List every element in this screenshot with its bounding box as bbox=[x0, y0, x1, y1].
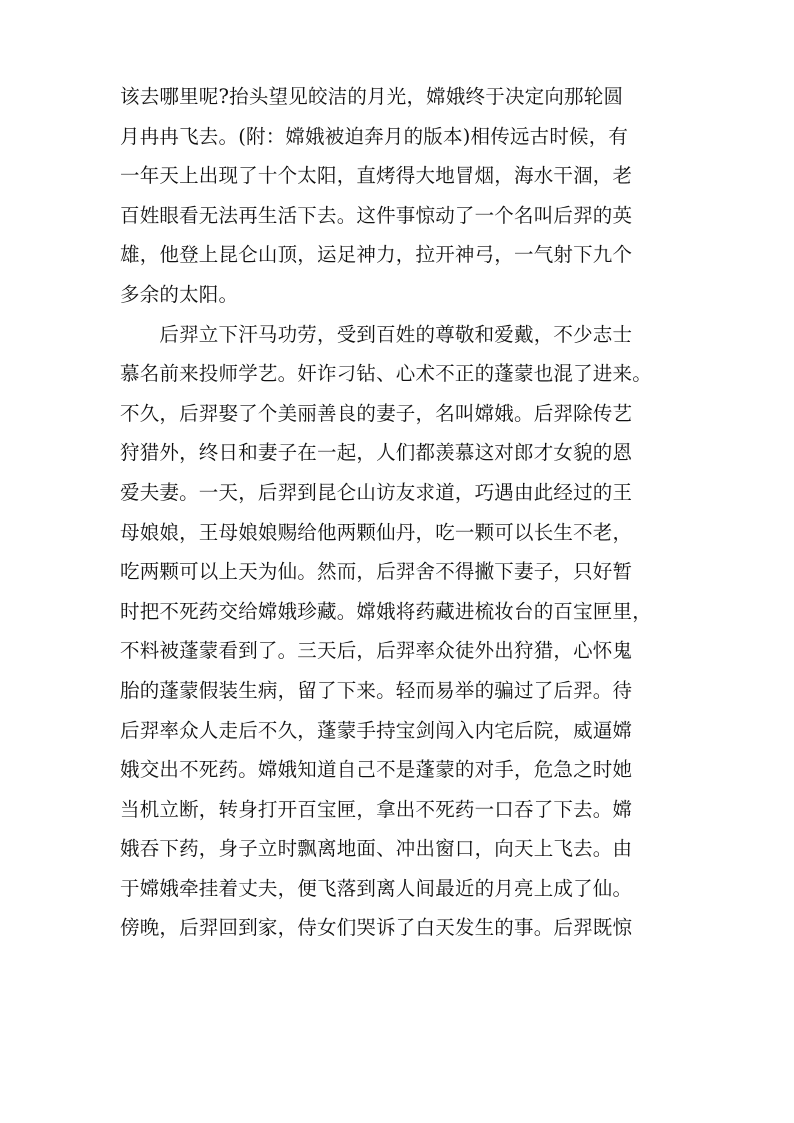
text-line: 一年天上出现了十个太阳，直烤得大地冒烟，海水干涸，老 bbox=[120, 164, 633, 188]
text-line: 后羿立下汗马功劳，受到百姓的尊敬和爱戴，不少志士 bbox=[120, 322, 633, 346]
text-line: 雄，他登上昆仑山顶，运足神力，拉开神弓，一气射下九个 bbox=[120, 243, 633, 267]
text-line: 慕名前来投师学艺。奸诈刁钻、心术不正的蓬蒙也混了进来。 bbox=[120, 362, 652, 386]
text-line: 不久，后羿娶了个美丽善良的妻子，名叫嫦娥。后羿除传艺 bbox=[120, 401, 633, 425]
text-line: 后羿率众人走后不久，蓬蒙手持宝剑闯入内宅后院，威逼嫦 bbox=[120, 718, 633, 742]
text-line: 当机立断，转身打开百宝匣，拿出不死药一口吞了下去。嫦 bbox=[120, 797, 633, 821]
text-line: 月冉冉飞去。(附：嫦娥被迫奔月的版本)相传远古时候，有 bbox=[120, 124, 629, 148]
text-line: 娥交出不死药。嫦娥知道自己不是蓬蒙的对手，危急之时她 bbox=[120, 758, 633, 782]
text-line: 不料被蓬蒙看到了。三天后，后羿率众徒外出狩猎，心怀鬼 bbox=[120, 639, 633, 663]
text-line: 该去哪里呢?抬头望见皎洁的月光，嫦娥终于决定向那轮圆 bbox=[120, 85, 624, 108]
body-text bbox=[120, 77, 680, 948]
text-line: 傍晚，后羿回到家，侍女们哭诉了白天发生的事。后羿既惊 bbox=[120, 916, 633, 940]
text-line: 吃两颗可以上天为仙。然而，后羿舍不得撇下妻子，只好暂 bbox=[120, 560, 633, 584]
text-line: 多余的太阳。 bbox=[120, 282, 239, 306]
text-line: 母娘娘，王母娘娘赐给他两颗仙丹，吃一颗可以长生不老， bbox=[120, 520, 633, 544]
text-line: 时把不死药交给嫦娥珍藏。嫦娥将药藏进梳妆台的百宝匣里， bbox=[120, 599, 652, 623]
text-line: 胎的蓬蒙假装生病，留了下来。轻而易举的骗过了后羿。待 bbox=[120, 678, 633, 702]
text-line: 于嫦娥牵挂着丈夫，便飞落到离人间最近的月亮上成了仙。 bbox=[120, 876, 633, 900]
text-line: 娥吞下药，身子立时飘离地面、冲出窗口，向天上飞去。由 bbox=[120, 837, 633, 861]
text-line: 狩猎外，终日和妻子在一起，人们都羡慕这对郎才女貌的恩 bbox=[120, 441, 633, 465]
text-line: 百姓眼看无法再生活下去。这件事惊动了一个名叫后羿的英 bbox=[120, 203, 633, 227]
text-line: 爱夫妻。一天，后羿到昆仑山访友求道，巧遇由此经过的王 bbox=[120, 480, 633, 504]
